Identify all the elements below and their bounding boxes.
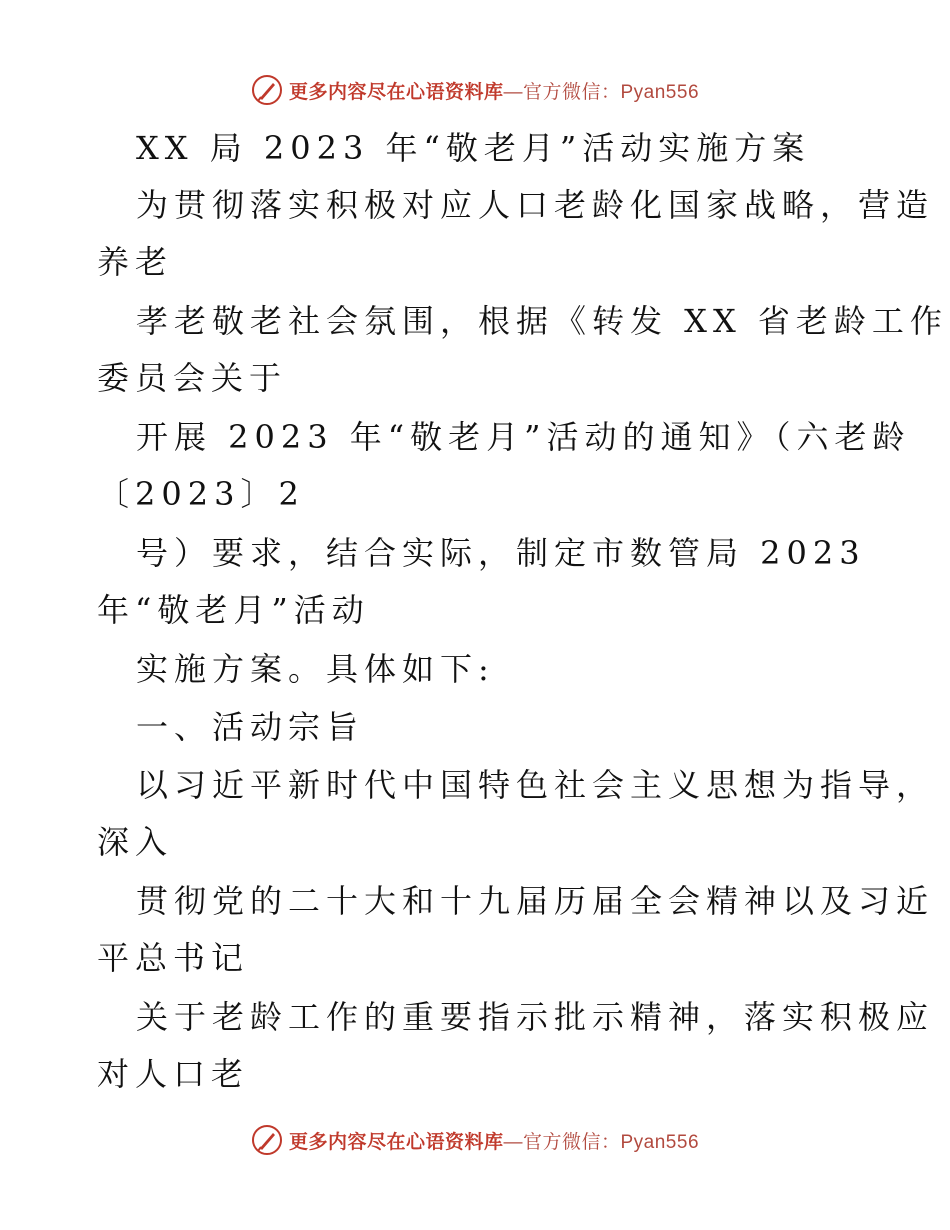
- watermark-dash: —: [503, 81, 523, 103]
- quill-pen-logo-icon: [251, 1124, 283, 1156]
- paragraph-line: 年“敬老月”活动: [97, 591, 370, 629]
- paragraph-line: 平总书记: [97, 939, 250, 977]
- paragraph-line: 以习近平新时代中国特色社会主义思想为指导，: [136, 766, 935, 804]
- paragraph-line: 委员会关于: [97, 359, 288, 397]
- paragraph-line: 孝老敬老社会氛围，根据《转发 XX 省老龄工作: [136, 302, 948, 340]
- watermark-main: 更多内容尽在心语资料库: [288, 1131, 504, 1153]
- quill-pen-logo-icon: [251, 74, 283, 106]
- watermark-id: Pyan556: [620, 1131, 700, 1153]
- paragraph-line: 号）要求，结合实际，制定市数管局 2023: [136, 534, 866, 572]
- document-title: XX 局 2023 年“敬老月”活动实施方案: [136, 129, 811, 167]
- watermark-id: Pyan556: [620, 81, 700, 103]
- paragraph-line: 贯彻党的二十大和十九届历届全会精神以及习近: [136, 882, 935, 920]
- watermark-banner-top: [0, 70, 950, 110]
- paragraph-line: 开展 2023 年“敬老月”活动的通知》（六老龄: [136, 418, 911, 456]
- paragraph-line: 关于老龄工作的重要指示批示精神，落实积极应: [136, 998, 935, 1036]
- section-heading: 一、活动宗旨: [136, 708, 365, 746]
- watermark-official: 官方微信：: [522, 81, 621, 103]
- watermark-banner-bottom: [0, 1120, 950, 1160]
- watermark-text: [289, 1127, 699, 1154]
- paragraph-line: 为贯彻落实积极对应人口老龄化国家战略，营造: [136, 186, 935, 224]
- paragraph-line: 〔2023〕2: [97, 475, 305, 513]
- paragraph-line: 对人口老: [97, 1055, 250, 1093]
- paragraph-line: 实施方案。具体如下:: [136, 650, 495, 688]
- watermark-text: [289, 77, 699, 104]
- watermark-main: 更多内容尽在心语资料库: [288, 81, 504, 103]
- watermark-dash: —: [503, 1131, 523, 1153]
- paragraph-line: 深入: [97, 823, 174, 861]
- watermark-official: 官方微信：: [522, 1131, 621, 1153]
- paragraph-line: 养老: [97, 243, 174, 281]
